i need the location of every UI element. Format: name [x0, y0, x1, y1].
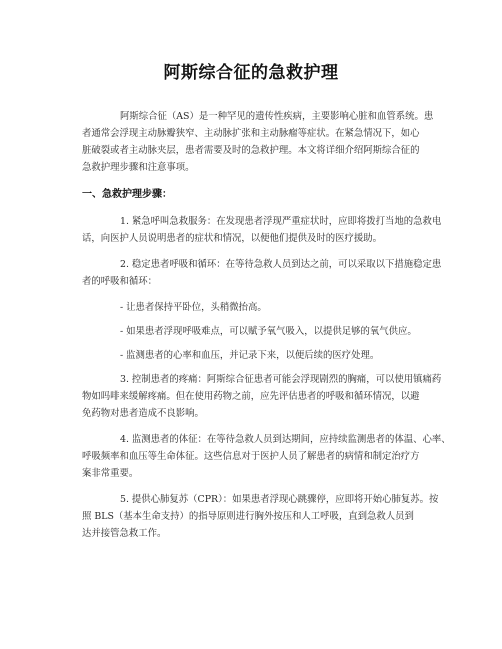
step-line: 免药物对患者造成不良影响。 — [82, 408, 204, 419]
step-line: 案非常重要。 — [82, 468, 139, 479]
step-line: 1. 紧急呼叫急救服务：在发现患者浮现严重症状时，应即将拨打当地的急救电 — [120, 216, 442, 227]
step-line: 5. 提供心肺复苏（CPR）：如果患者浮现心跳骤停，应即将开始心肺复苏。按 — [120, 494, 439, 505]
step-line: 4. 监测患者的体征：在等待急救人员到达期间，应持续监测患者的体温、心率、 — [120, 434, 451, 445]
step-2-paragraph — [82, 256, 442, 290]
document-title: 阿斯综合征的急救护理 — [163, 63, 339, 83]
step-4-paragraph — [82, 431, 451, 482]
step-1-paragraph — [82, 213, 442, 247]
step-line: 者的呼吸和循环： — [82, 276, 158, 287]
intro-line: 阿斯综合征（AS）是一种罕见的遗传性疾病，主要影响心脏和血管系统。患 — [120, 111, 434, 122]
intro-paragraph — [82, 108, 434, 176]
step-line: 呼吸频率和血压等生命体征。这些信息对于医护人员了解患者的病情和制定治疗方 — [82, 451, 420, 462]
intro-line: 急救护理步骤和注意事项。 — [82, 162, 195, 173]
step-line: 话，向医护人员说明患者的症状和情况，以便他们提供及时的医疗援助。 — [82, 233, 383, 244]
step-2-sub-item: - 监测患者的心率和血压，并记录下来，以便后续的医疗处理。 — [120, 350, 380, 361]
step-5-paragraph — [82, 491, 439, 542]
step-2-sub-item: - 如果患者浮现呼吸难点，可以赋予氧气吸入，以提供足够的氧气供应。 — [120, 326, 417, 337]
intro-line: 者通常会浮现主动脉瓣狭窄、主动脉扩张和主动脉瘤等症状。在紧急情况下，如心 — [82, 128, 420, 139]
step-line: 照 BLS（基本生命支持）的指导原则进行胸外按压和人工呼吸，直到急救人员到 — [82, 511, 414, 522]
step-2-sub-item: - 让患者保持平卧位，头稍微抬高。 — [120, 302, 267, 313]
step-line: 2. 稳定患者呼吸和循环：在等待急救人员到达之前，可以采取以下措施稳定患 — [120, 259, 442, 270]
intro-line: 脏破裂或者主动脉夹层，患者需要及时的急救护理。本文将详细介绍阿斯综合征的 — [82, 145, 420, 156]
section-heading: 一、急救护理步骤： — [82, 189, 172, 200]
step-line: 达并接管急救工作。 — [82, 528, 167, 539]
step-3-paragraph — [82, 371, 442, 422]
step-line: 3. 控制患者的疼痛：阿斯综合征患者可能会浮现剧烈的胸痛，可以使用镇痛药 — [120, 374, 442, 385]
step-line: 物如吗啡来缓解疼痛。但在使用药物之前，应先评估患者的呼吸和循环情况，以避 — [82, 391, 420, 402]
